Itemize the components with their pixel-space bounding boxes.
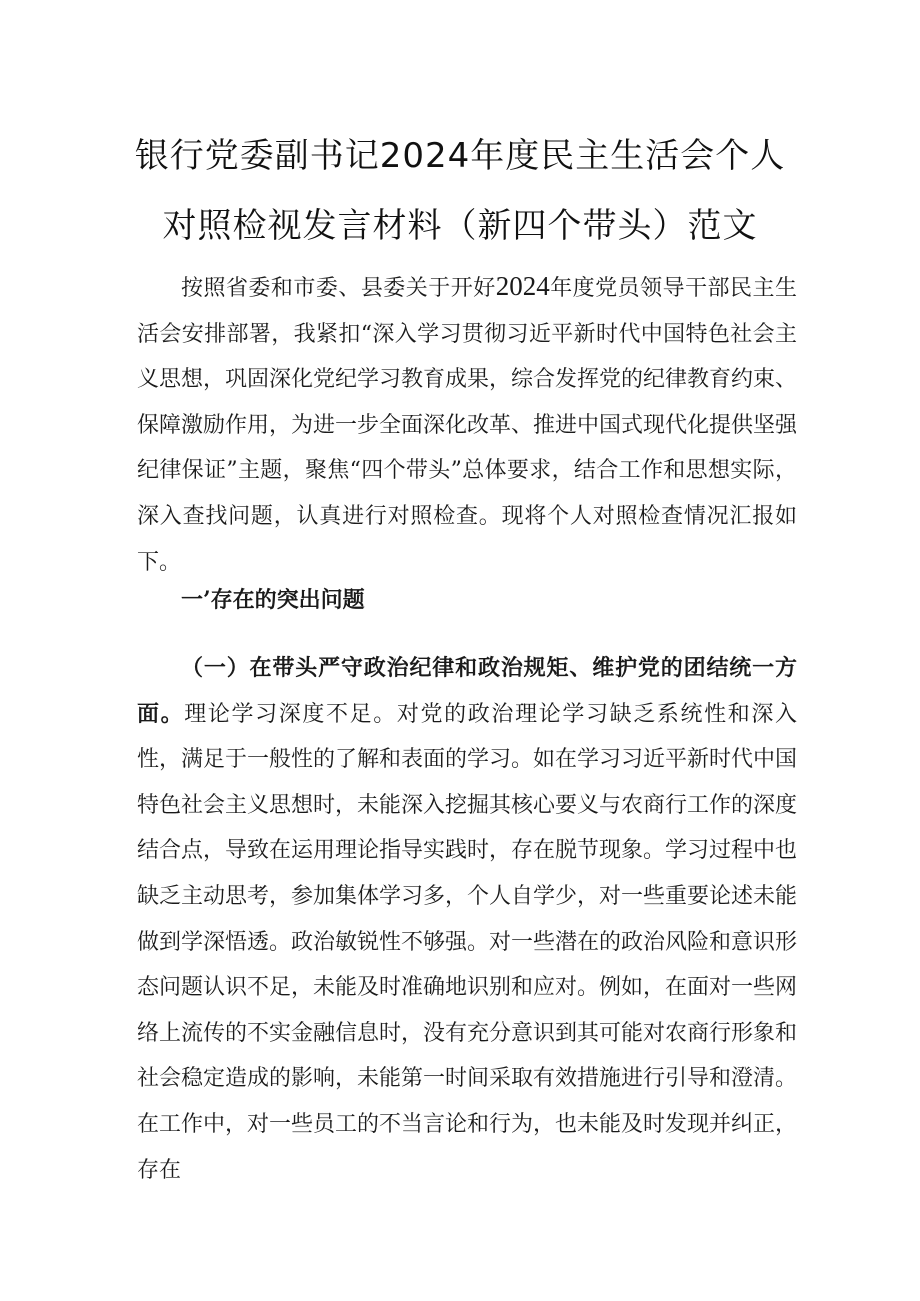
item-lead-heading: （一）在带头严守政治纪律和政治规矩、维护党的团结统一方面。 xyxy=(137,655,797,727)
intro-text-after-year: 年度党员领导干部民主生活会安排部署，我紧扣“深入学习贯彻习近平新时代中国特色社会主义思想，巩固深化党纪学习教育成果，综合发挥党的纪律教育约束、保障激励作用，为进一步全面深化改革、推进中国式现代化提供坚强纪律保证”主题，聚焦“四个带头”总体要求，结合工作和思想实际，深入查找问题，认真进行对照检查。现将个人对照检查情况汇报如下。 xyxy=(137,276,798,575)
intro-year: 2024 xyxy=(495,271,550,301)
document-title-line-2: 对照检视发言材料（新四个带头）范文 xyxy=(162,206,758,246)
section-heading: 一’存在的突出问题 xyxy=(181,587,365,613)
intro-text-before-year: 按照省委和市委、县委关于开好 xyxy=(181,276,496,301)
document-title-line-1: 银行党委副书记2024年度民主生活会个人 xyxy=(134,136,786,176)
item-body-text: 理论学习深度不足。对党的政治理论学习缺乏系统性和深入性，满足于一般性的了解和表面的学习。如在学习习近平新时代中国特色社会主义思想时，未能深入挖掘其核心要义与农商行工作的深度结合点，导致在运用理论指导实践时，存在脱节现象。学习过程中也缺乏主动思考，参加集体学习多，个人自学少，对一些重要论述未能做到学深悟透。政治敏锐性不够强。对一些潜在的政治风险和意识形态问题认识不足，未能及时准确地识别和应对。例如，在面对一些网络上流传的不实金融信息时，没有充分意识到其可能对农商行形象和社会稳定造成的影响，未能第一时间采取有效措施进行引导和澄清。在工作中，对一些员工的不当言论和行为，也未能及时发现并纠正，存在 xyxy=(137,701,798,1183)
item-paragraph xyxy=(137,646,797,1193)
intro-paragraph xyxy=(137,266,797,585)
